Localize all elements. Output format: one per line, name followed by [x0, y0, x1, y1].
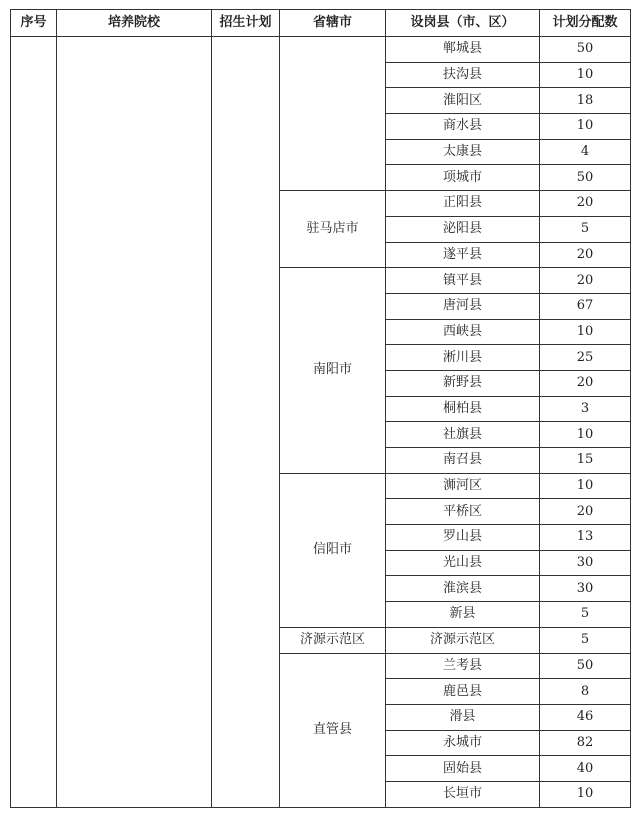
county-cell: 永城市	[386, 730, 540, 756]
allocation-count-cell: 20	[540, 191, 631, 217]
header-allocation: 计划分配数	[540, 10, 631, 37]
county-cell: 罗山县	[386, 525, 540, 551]
allocation-count-cell: 20	[540, 242, 631, 268]
header-county: 设岗县（市、区）	[386, 10, 540, 37]
county-cell: 桐柏县	[386, 396, 540, 422]
allocation-count-cell: 5	[540, 216, 631, 242]
county-cell: 浉河区	[386, 473, 540, 499]
header-school: 培养院校	[57, 10, 212, 37]
table-row	[11, 37, 631, 63]
county-cell: 唐河县	[386, 293, 540, 319]
allocation-count-cell: 50	[540, 653, 631, 679]
allocation-count-cell: 46	[540, 704, 631, 730]
county-cell: 扶沟县	[386, 62, 540, 88]
city-cell: 南阳市	[280, 268, 386, 474]
county-cell: 新县	[386, 602, 540, 628]
city-cell	[280, 37, 386, 191]
county-cell: 镇平县	[386, 268, 540, 294]
allocation-count-cell: 10	[540, 781, 631, 807]
allocation-count-cell: 4	[540, 139, 631, 165]
city-cell: 信阳市	[280, 473, 386, 627]
allocation-count-cell: 10	[540, 422, 631, 448]
county-cell: 郸城县	[386, 37, 540, 63]
allocation-count-cell: 10	[540, 473, 631, 499]
county-cell: 正阳县	[386, 191, 540, 217]
allocation-count-cell: 13	[540, 525, 631, 551]
header-enrollment-plan: 招生计划	[212, 10, 280, 37]
allocation-count-cell: 82	[540, 730, 631, 756]
enrollment-plan-cell	[212, 37, 280, 808]
city-cell: 驻马店市	[280, 191, 386, 268]
county-cell: 长垣市	[386, 781, 540, 807]
county-cell: 兰考县	[386, 653, 540, 679]
county-cell: 社旗县	[386, 422, 540, 448]
allocation-count-cell: 18	[540, 88, 631, 114]
county-cell: 淮阳区	[386, 88, 540, 114]
allocation-count-cell: 20	[540, 370, 631, 396]
allocation-count-cell: 15	[540, 448, 631, 474]
allocation-count-cell: 10	[540, 114, 631, 140]
allocation-count-cell: 20	[540, 268, 631, 294]
county-cell: 新野县	[386, 370, 540, 396]
allocation-count-cell: 10	[540, 62, 631, 88]
allocation-count-cell: 5	[540, 602, 631, 628]
allocation-count-cell: 10	[540, 319, 631, 345]
header-row	[11, 10, 631, 37]
allocation-count-cell: 5	[540, 627, 631, 653]
county-cell: 济源示范区	[386, 627, 540, 653]
county-cell: 平桥区	[386, 499, 540, 525]
county-cell: 泌阳县	[386, 216, 540, 242]
allocation-table	[10, 9, 631, 808]
city-cell: 直管县	[280, 653, 386, 807]
header-city: 省辖市	[280, 10, 386, 37]
county-cell: 商水县	[386, 114, 540, 140]
county-cell: 滑县	[386, 704, 540, 730]
school-cell	[57, 37, 212, 808]
allocation-count-cell: 20	[540, 499, 631, 525]
county-cell: 项城市	[386, 165, 540, 191]
index-cell	[11, 37, 57, 808]
county-cell: 西峡县	[386, 319, 540, 345]
allocation-count-cell: 40	[540, 756, 631, 782]
allocation-count-cell: 50	[540, 37, 631, 63]
county-cell: 太康县	[386, 139, 540, 165]
county-cell: 遂平县	[386, 242, 540, 268]
county-cell: 淮滨县	[386, 576, 540, 602]
allocation-count-cell: 8	[540, 679, 631, 705]
table-body	[11, 37, 631, 808]
allocation-count-cell: 30	[540, 576, 631, 602]
county-cell: 淅川县	[386, 345, 540, 371]
county-cell: 南召县	[386, 448, 540, 474]
header-index: 序号	[11, 10, 57, 37]
city-cell: 济源示范区	[280, 627, 386, 653]
allocation-count-cell: 25	[540, 345, 631, 371]
allocation-count-cell: 50	[540, 165, 631, 191]
allocation-count-cell: 3	[540, 396, 631, 422]
allocation-count-cell: 67	[540, 293, 631, 319]
county-cell: 光山县	[386, 550, 540, 576]
allocation-count-cell: 30	[540, 550, 631, 576]
county-cell: 鹿邑县	[386, 679, 540, 705]
county-cell: 固始县	[386, 756, 540, 782]
